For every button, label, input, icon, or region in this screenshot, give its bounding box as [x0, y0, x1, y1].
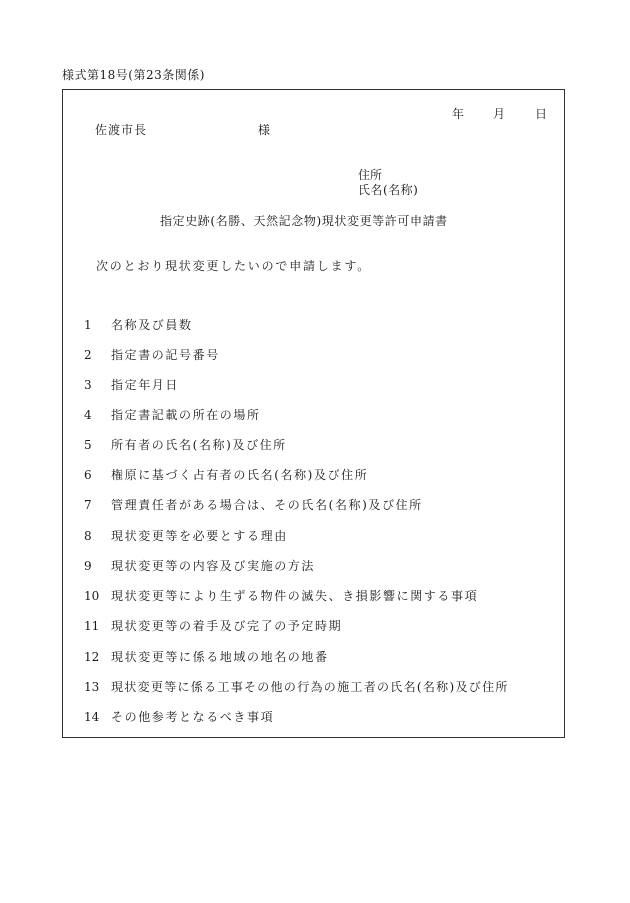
item-number: 10 [84, 589, 100, 603]
item-text: 指定書記載の所在の場所 [111, 408, 261, 422]
addressee-honorific: 様 [258, 123, 271, 137]
item-number: 8 [84, 529, 92, 543]
item-text: 現状変更等の着手及び完了の予定時期 [111, 619, 343, 633]
item-number: 4 [84, 408, 92, 422]
item-text: 権原に基づく占有者の氏名(名称)及び住所 [111, 468, 369, 482]
item-text: 指定年月日 [111, 378, 180, 392]
list-item [84, 557, 315, 573]
document-title: 指定史跡(名勝、天然記念物)現状変更等許可申請書 [160, 214, 448, 228]
list-item [84, 316, 193, 332]
item-text: 現状変更等に係る工事その他の行為の施工者の氏名(名称)及び住所 [111, 680, 509, 694]
item-text: 現状変更等を必要とする理由 [111, 529, 288, 543]
item-number: 1 [84, 318, 92, 332]
item-text: 現状変更等により生ずる物件の滅失、き損影響に関する事項 [111, 589, 479, 603]
list-item [84, 708, 274, 724]
list-item [84, 527, 288, 543]
list-item [84, 346, 220, 362]
date-year-label: 年 [452, 107, 465, 121]
item-number: 13 [84, 680, 100, 694]
date-day-label: 日 [535, 107, 548, 121]
item-text: 管理責任者がある場合は、その氏名(名称)及び住所 [111, 498, 423, 512]
list-item [84, 587, 478, 603]
item-text: 指定書の記号番号 [111, 348, 220, 362]
item-number: 5 [84, 438, 92, 452]
intro-statement: 次のとおり現状変更したいので申請します。 [96, 259, 372, 273]
item-number: 2 [84, 348, 92, 362]
list-item [84, 376, 179, 392]
item-number: 14 [84, 710, 100, 724]
list-item [84, 436, 287, 452]
item-text: 所有者の氏名(名称)及び住所 [111, 438, 287, 452]
item-number: 9 [84, 559, 92, 573]
list-item [84, 406, 261, 422]
list-item [84, 466, 368, 482]
item-number: 3 [84, 378, 92, 392]
item-text: その他参考となるべき事項 [111, 710, 275, 724]
item-text: 現状変更等の内容及び実施の方法 [111, 559, 316, 573]
list-item [84, 678, 509, 694]
list-item [84, 648, 329, 664]
item-number: 11 [84, 619, 100, 633]
addressee: 佐渡市長 [95, 123, 148, 137]
item-text: 名称及び員数 [111, 318, 193, 332]
date-month-label: 月 [493, 107, 506, 121]
list-item [84, 496, 423, 512]
applicant-address-label: 住所 [358, 168, 383, 182]
item-number: 12 [84, 650, 100, 664]
item-text: 現状変更等に係る地域の地名の地番 [111, 650, 329, 664]
list-item [84, 617, 342, 633]
form-number-label: 様式第18号(第23条関係) [62, 68, 205, 82]
item-number: 6 [84, 468, 92, 482]
item-number: 7 [84, 498, 92, 512]
applicant-name-label: 氏名(名称) [358, 183, 419, 197]
